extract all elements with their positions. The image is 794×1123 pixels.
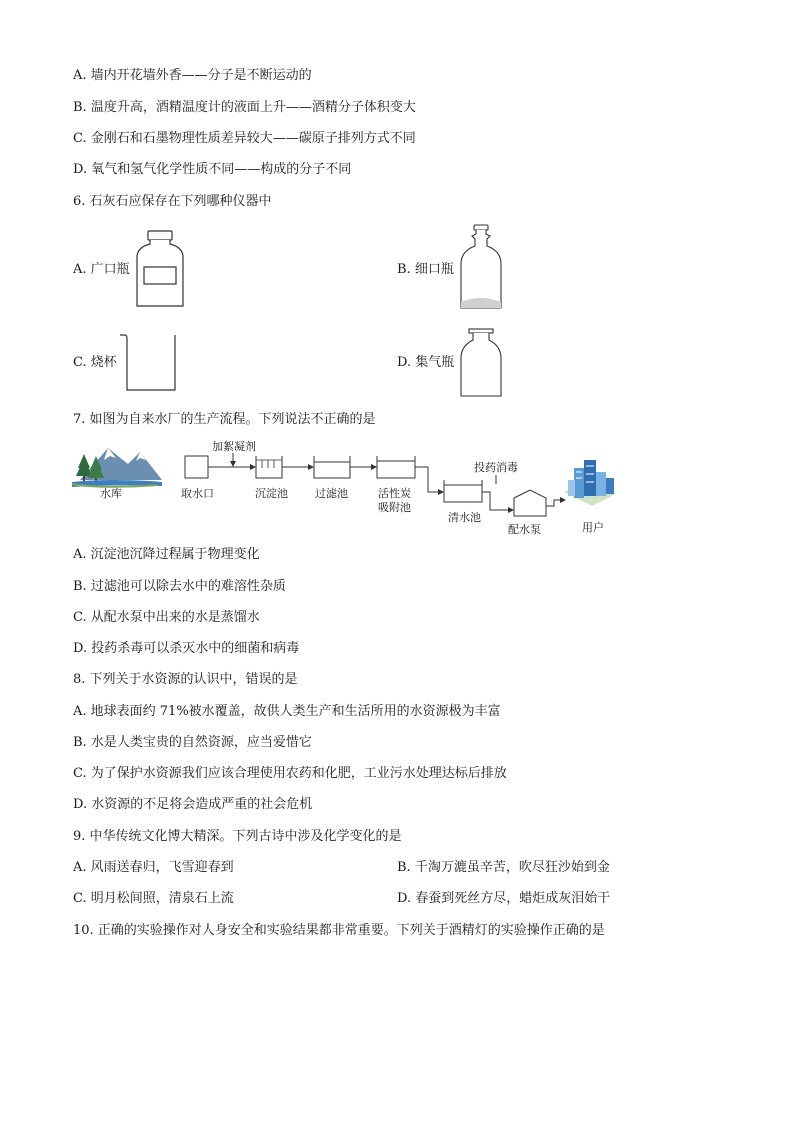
label-carbon-line1: 活性炭 bbox=[378, 487, 411, 500]
label-carbon-line2: 吸附池 bbox=[378, 501, 411, 514]
q6-option-b: B. 细口瓶 bbox=[397, 262, 454, 277]
q8-option-d: D. 水资源的不足将会造成严重的社会危机 bbox=[73, 797, 313, 812]
q9-option-b: B. 千淘万漉虽辛苦，吹尽狂沙始到金 bbox=[397, 860, 610, 875]
q6-option-c: C. 烧杯 bbox=[73, 355, 117, 370]
q7-option-d: D. 投药杀毒可以杀灭水中的细菌和病毒 bbox=[73, 641, 300, 656]
label-intake: 取水口 bbox=[181, 487, 214, 500]
q10-stem: 10. 正确的实验操作对人身安全和实验结果都非常重要。下列关于酒精灯的实验操作正确的是 bbox=[73, 923, 605, 938]
q7-option-c: C. 从配水泵中出来的水是蒸馏水 bbox=[73, 610, 260, 625]
label-pump: 配水泵 bbox=[508, 523, 541, 536]
narrow-mouth-bottle-icon bbox=[458, 224, 504, 312]
label-user: 用户 bbox=[582, 521, 604, 534]
beaker-icon bbox=[118, 332, 180, 394]
q8-option-b: B. 水是人类宝贵的自然资源，应当爱惜它 bbox=[73, 735, 312, 750]
city-buildings-icon bbox=[564, 460, 616, 506]
q7-stem: 7. 如图为自来水厂的生产流程。下列说法不正确的是 bbox=[73, 412, 376, 427]
q6-option-a: A. 广口瓶 bbox=[73, 262, 130, 277]
label-reservoir: 水库 bbox=[100, 487, 122, 500]
q8-option-c: C. 为了保护水资源我们应该合理使用农药和化肥，工业污水处理达标后排放 bbox=[73, 766, 507, 781]
label-disinfect: 投药消毒 bbox=[474, 461, 518, 474]
label-filter: 过滤池 bbox=[315, 487, 348, 500]
q6-option-d: D. 集气瓶 bbox=[397, 355, 455, 370]
q8-option-a: A. 地球表面约 71%被水覆盖，故供人类生产和生活所用的水资源极为丰富 bbox=[73, 704, 501, 719]
wide-mouth-bottle-icon bbox=[134, 230, 186, 310]
q5-option-a: A. 墙内开花墙外香——分子是不断运动的 bbox=[73, 68, 312, 83]
q5-option-d: D. 氧气和氢气化学性质不同——构成的分子不同 bbox=[73, 162, 352, 177]
q9-option-a: A. 风雨送春归，飞雪迎春到 bbox=[73, 860, 234, 875]
q8-stem: 8. 下列关于水资源的认识中，错误的是 bbox=[73, 672, 298, 687]
label-coagulant: 加絮凝剂 bbox=[212, 440, 256, 453]
q5-option-c: C. 金刚石和石墨物理性质差异较大——碳原子排列方式不同 bbox=[73, 131, 416, 146]
label-clear-water: 清水池 bbox=[448, 511, 481, 524]
q5-option-b: B. 温度升高，酒精温度计的液面上升——酒精分子体积变大 bbox=[73, 100, 416, 115]
q9-option-c: C. 明月松间照，清泉石上流 bbox=[73, 891, 234, 906]
water-treatment-flow-diagram bbox=[70, 434, 630, 544]
gas-jar-icon bbox=[458, 328, 504, 400]
label-sedimentation: 沉淀池 bbox=[255, 487, 288, 500]
q6-stem: 6. 石灰石应保存在下列哪种仪器中 bbox=[73, 194, 272, 209]
reservoir-illustration bbox=[72, 448, 162, 487]
q7-option-b: B. 过滤池可以除去水中的难溶性杂质 bbox=[73, 579, 286, 594]
q9-stem: 9. 中华传统文化博大精深。下列古诗中涉及化学变化的是 bbox=[73, 829, 402, 844]
q7-option-a: A. 沉淀池沉降过程属于物理变化 bbox=[73, 547, 260, 562]
q9-option-d: D. 春蚕到死丝方尽，蜡炬成灰泪始干 bbox=[397, 891, 611, 906]
